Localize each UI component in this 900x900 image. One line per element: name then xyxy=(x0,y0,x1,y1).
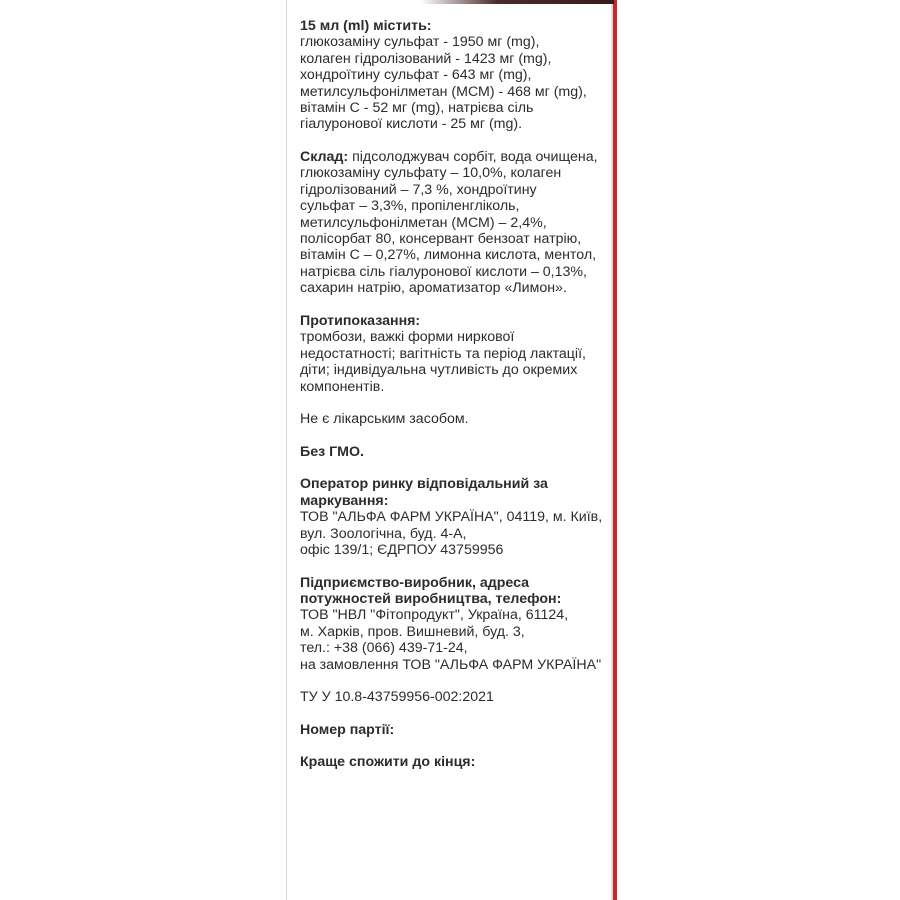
batch-section xyxy=(300,722,610,738)
panel-left-edge xyxy=(286,0,287,900)
manufacturer-line: ТОВ "НВЛ "Фітопродукт", Україна, 61124, xyxy=(300,607,569,624)
panel-top-edge xyxy=(420,0,614,4)
manufacturer-heading: потужностей виробництва, телефон: xyxy=(300,590,562,607)
no-gmo-section xyxy=(300,444,610,460)
composition-line: метилсульфонілметан (МСМ) - 468 мг (mg), xyxy=(300,83,587,100)
composition-heading: 15 мл (ml) містить: xyxy=(300,18,432,34)
ingredients-section xyxy=(300,149,610,297)
not-medicine-section xyxy=(300,411,610,427)
ingredients-line: сахарин натрію, ароматизатор «Лимон». xyxy=(300,280,567,297)
operator-heading: Оператор ринку відповідальний за xyxy=(300,476,548,493)
ingredients-line: глюкозаміну сульфату – 10,0%, колаген xyxy=(300,165,562,182)
operator-line: вул. Зоологічна, буд. 4-А, xyxy=(300,525,467,542)
ingredients-line: гідролізований – 7,3 %, хондроїтину xyxy=(300,181,537,198)
contraindications-line: діти; індивідуальна чутливість до окремих xyxy=(300,362,578,379)
best-before-section xyxy=(300,754,610,770)
manufacturer-section xyxy=(300,575,610,673)
manufacturer-line: на замовлення ТОВ "АЛЬФА ФАРМ УКРАЇНА" xyxy=(300,656,602,673)
contraindications-section xyxy=(300,313,610,395)
composition-line: хондроїтину сульфат - 643 мг (mg), xyxy=(300,67,532,84)
ingredients-first-line xyxy=(300,149,610,165)
operator-section xyxy=(300,476,610,558)
composition-line: гіалуронової кислоти - 25 мг (mg). xyxy=(300,116,523,133)
contraindications-line: компонентів. xyxy=(300,378,385,395)
tu-text: ТУ У 10.8-43759956-002:2021 xyxy=(300,689,494,706)
contraindications-line: недостатності; вагітність та період лактації, xyxy=(300,345,586,362)
composition-line: колаген гідролізований - 1423 мг (mg), xyxy=(300,50,552,67)
manufacturer-line: м. Харків, пров. Вишневий, буд. 3, xyxy=(300,623,525,640)
operator-line: ТОВ "АЛЬФА ФАРМ УКРАЇНА", 04119, м. Київ, xyxy=(300,509,603,526)
contraindications-line: тромбози, важкі форми ниркової xyxy=(300,329,515,346)
panel-red-side xyxy=(613,0,617,900)
best-before-label: Краще спожити до кінця: xyxy=(300,754,476,771)
ingredients-line: метилсульфонілметан (МСМ) – 2,4%, xyxy=(300,214,547,231)
composition-section xyxy=(300,18,610,133)
ingredients-line: сульфат – 3,3%, пропіленгліколь, xyxy=(300,198,520,215)
ingredients-line: натрієва сіль гіалуронової кислоти – 0,13%, xyxy=(300,263,587,280)
ingredients-first-text: підсолоджувач сорбіт, вода очищена, xyxy=(348,149,598,166)
tu-section xyxy=(300,689,610,705)
not-medicine-text: Не є лікарським засобом. xyxy=(300,411,469,428)
no-gmo-text: Без ГМО. xyxy=(300,443,364,460)
ingredients-line: полісорбат 80, консервант бензоат натрію, xyxy=(300,231,582,248)
manufacturer-heading: Підприємство-виробник, адреса xyxy=(300,574,530,591)
operator-heading: маркування: xyxy=(300,492,389,509)
composition-line: вітамін С - 52 мг (mg), натрієва сіль xyxy=(300,100,534,117)
ingredients-line: вітамін С – 0,27%, лимонна кислота, ментол, xyxy=(300,247,597,264)
manufacturer-line: тел.: +38 (066) 439-71-24, xyxy=(300,640,468,657)
contraindications-heading: Протипоказання: xyxy=(300,312,421,329)
label-text xyxy=(300,18,610,787)
operator-line: офіс 139/1; ЄДРПОУ 43759956 xyxy=(300,541,504,558)
ingredients-heading: Склад: xyxy=(300,149,349,166)
composition-line: глюкозаміну сульфат - 1950 мг (mg), xyxy=(300,34,540,51)
batch-label: Номер партії: xyxy=(300,721,395,738)
